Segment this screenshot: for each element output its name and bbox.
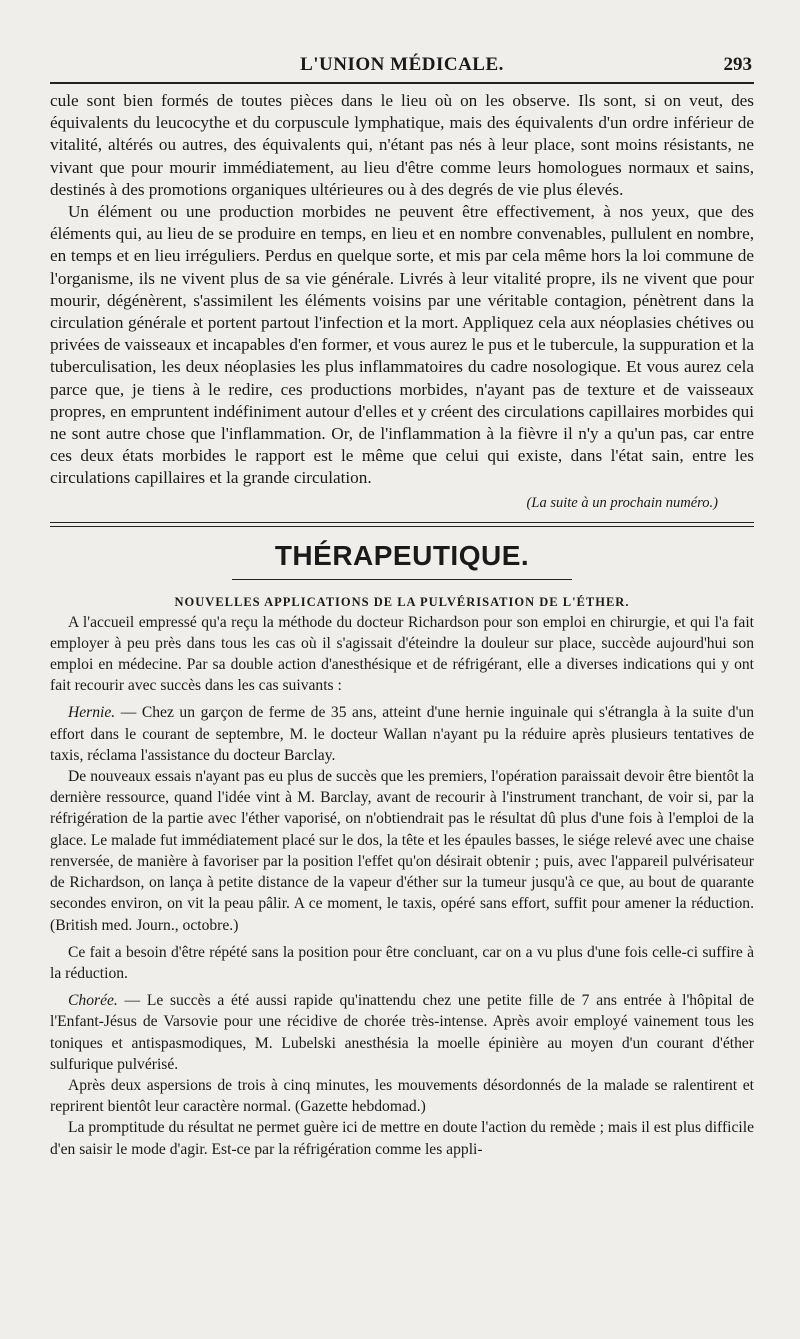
paragraph [50,612,754,697]
section-title: THÉRAPEUTIQUE. [274,539,530,571]
paragraph [50,766,754,936]
title-rule [232,579,572,580]
paragraph: Un élément ou une production morbides ne peuvent être effectivement, à nos yeux, que des éléments qui, au lieu de se produire en temps, en lieu et en nombre convenables, pullulent en nombre, en temps et en lieu irréguliers. Perdus en quelque sorte, et mis par cela même hors la loi commune de l'organisme, ils ne vivent plus de sa vie générale. Livrés à leur vitalité propre, ils ne vivent que pour mourir, dégénèrent, s'assimilent les éléments voisins par une véritable contagion, pénètrent dans la circulation générale et portent partout l'infection et la mort. Appliquez cela aux néoplasies chétives ou privées de vaisseaux et incapables d'en former, et vous aurez le pus et le tubercule, la suppuration et la tuberculisation, les deux néoplasies les plus inflammatoires du cadre nosologique. Et vous aurez cela parce que, je tiens à le redire, ces productions morbides, n'ayant pas de texture et de vaisseaux propres, en empruntent indéfiniment autour d'elles et y créent des circulations capillaires morbides qui ne sont autre chose que l'inflammation. Or, de l'inflammation à la fièvre il n'y a qu'un pas, car entre ces deux états morbides le rapport est le même que celui qui existe, dans l'état sain, entre les circulations capillaires et la grande circulation. [50,202,754,488]
article-title: NOUVELLES APPLICATIONS DE LA PULVÉRISATION DE L'ÉTHER. [174,594,630,609]
upper-text [50,90,754,514]
paragraph-text: Après deux aspersions de trois à cinq minutes, les mouvements désordonnés de la malade se ralentirent et reprirent bientôt leur caractère normal. (Gazette hebdomad.) [50,1076,754,1116]
paragraph [50,1075,754,1117]
paragraph [50,1117,754,1159]
paragraph-text: A l'accueil empressé qu'a reçu la méthode du docteur Richardson pour son emploi en chirurgie, et qui l'a fait employer à peu près dans tous les cas où il s'agissait d'éteindre la douleur sur place, succède aujourd'hui son emploi en médecine. Par sa double action d'anesthésique et de réfrigérant, elle a diverses indications qui y ont fait recourir avec succès dans les cas suivants : [50,613,754,695]
paragraph [50,702,754,766]
page-number: 293 [723,54,752,75]
paragraph-lead: Chorée. [68,992,118,1010]
paragraph-text: Ce fait a besoin d'être répété sans la position pour être concluant, car on a vu plus d'une fois celle-ci suffire à la réduction. [50,943,754,982]
paragraph [50,990,754,1075]
paragraph-text: De nouveaux essais n'ayant pas eu plus de succès que les premiers, l'opération paraissait devoir être bientôt la dernière ressource, quand l'idée vint à M. Barclay, avant de recourir à l'instrument tranchant, de voir si, par la réfrigération de la partie avec l'éther vaporisé, on n'obtiendrait pas le résultat dû plus d'une fois à l'emploi de la glace. Le malade fut immédiatement placé sur le dos, la tête et les épaules basses, le siége relevé avec une chaise renversée, de manière à favoriser par la position l'effet qu'on désirait obtenir ; puis, avec l'appareil pulvérisateur de Richardson, on lança à petite distance de la vapeur d'éther sur la tumeur jusqu'à ce que, au bout de quarante secondes environ, on vit la peau pâlir. A ce moment, le taxis, opéré sans effort, suffit pour amener la réduction. (British med. Journ., octobre.) [50,768,754,934]
header-rule [50,82,754,84]
article-body [50,612,754,1160]
paragraph-lead: Hernie. [68,704,116,722]
continued-note: (La suite à un prochain numéro.) [526,494,718,511]
paragraph-text: La promptitude du résultat ne permet guère ici de mettre en doute l'action du remède ; mais il est plus difficile d'en saisir le mode d'agir. Est-ce par la réfrigération comme les appli- [50,1119,754,1158]
paragraph-text: — Le succès a été aussi rapide qu'inattendu chez une petite fille de 7 ans entrée à l'hôpital de l'Enfant-Jésus de Varsovie pour une récidive de chorée très-intense. Après avoir employé vainement tous les toniques et antispasmodiques, M. Lubelski anesthésia la moelle épinière au moyen d'un courant d'éther sulfurique pulvérisé. [50,992,754,1073]
journal-title: L'UNION MÉDICALE. [300,54,504,75]
paragraph [50,942,754,984]
section-divider [50,522,754,527]
running-head [50,46,754,82]
paragraph: cule sont bien formés de toutes pièces dans le lieu où on les observe. Ils sont, si on veut, des équivalents du leucocythe et du corpuscule lymphatique, mais des équivalents d'un ordre inférieur de vitalité, altérés ou autres, des équivalents qui, n'étant pas nés à leur place, sont moins résistants, ne vivant que pour mourir immédiatement, au lieu d'être comme leurs homologues normaux et sains, destinés à des promotions organiques ultérieures ou à des degrés de vie plus élevés. [50,91,754,199]
journal-page [50,46,754,1160]
paragraph-text: — Chez un garçon de ferme de 35 ans, atteint d'une hernie inguinale qui s'étrangla à la suite d'un effort dans le courant de septembre, M. le docteur Wallan n'ayant pu la réduire après plusieurs tentatives de taxis, réclama l'assistance du docteur Barclay. [50,704,754,764]
